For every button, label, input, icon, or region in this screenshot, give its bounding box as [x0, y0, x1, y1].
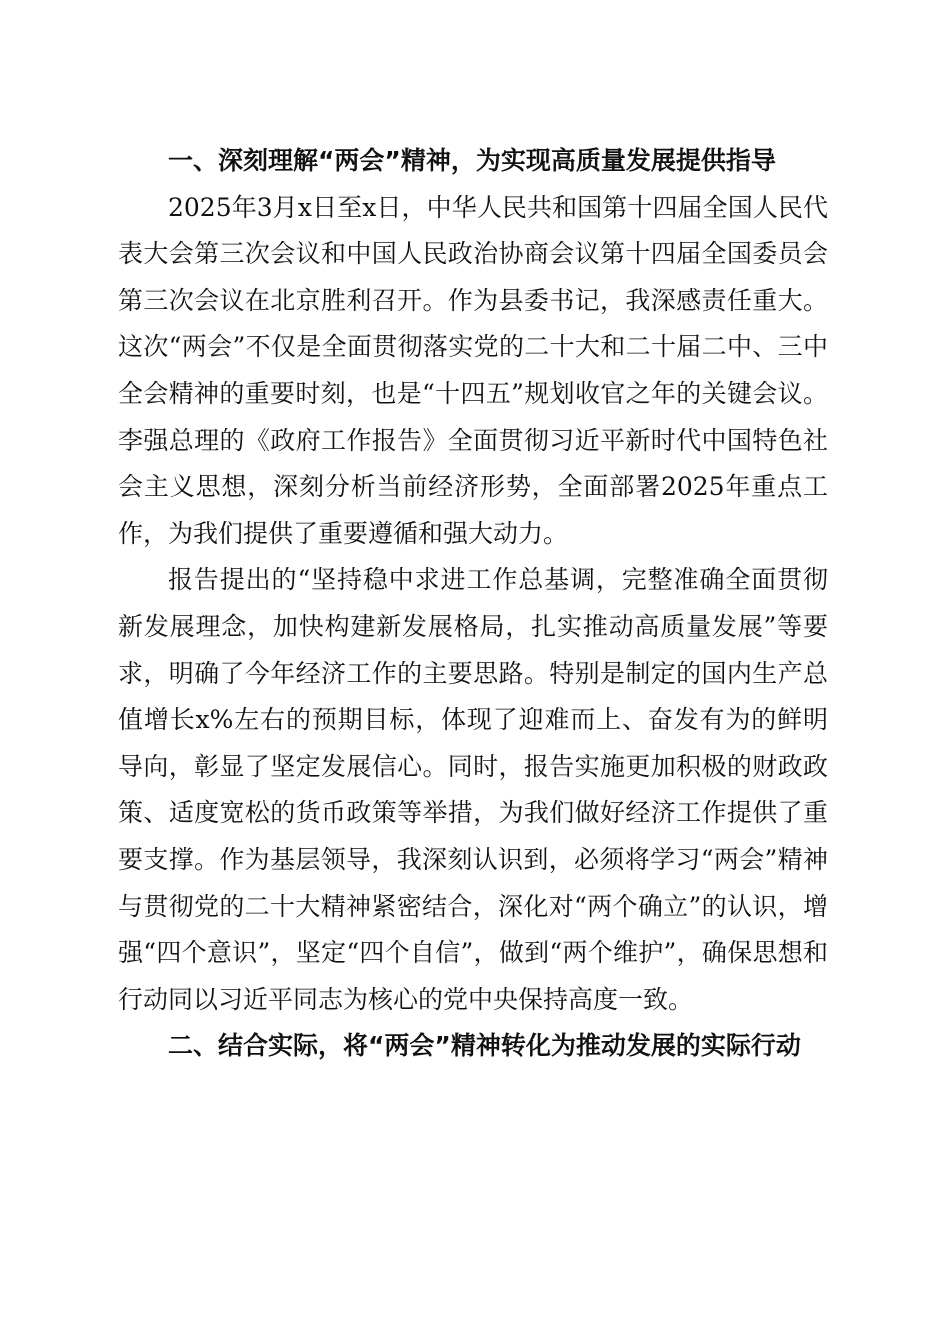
document-body [118, 138, 828, 1070]
body-paragraph-2: 报告提出的“坚持稳中求进工作总基调，完整准确全面贯彻新发展理念，加快构建新发展格局，扎实推动高质量发展”等要求，明确了今年经济工作的主要思路。特别是制定的国内生产总值增长x%左右的预期目标，体现了迎难而上、奋发有为的鲜明导向，彰显了坚定发展信心。同时，报告实施更加积极的财政政策、适度宽松的货币政策等举措，为我们做好经济工作提供了重要支撑。作为基层领导，我深刻认识到，必须将学习“两会”精神与贯彻党的二十大精神紧密结合，深化对“两个确立”的认识，增强“四个意识”，坚定“四个自信”，做到“两个维护”，确保思想和行动同以习近平同志为核心的党中央保持高度一致。 [118, 565, 828, 1014]
body-paragraph-1: 2025年3月x日至x日，中华人民共和国第十四届全国人民代表大会第三次会议和中国人民政治协商会议第十四届全国委员会第三次会议在北京胜利召开。作为县委书记，我深感责任重大。这次“两会”不仅是全面贯彻落实党的二十大和二十届二中、三中全会精神的重要时刻，也是“十四五”规划收官之年的关键会议。李强总理的《政府工作报告》全面贯彻习近平新时代中国特色社会主义思想，深刻分析当前经济形势，全面部署2025年重点工作，为我们提供了重要遵循和强大动力。 [118, 192, 828, 548]
section-heading-1: 一、深刻理解“两会”精神，为实现高质量发展提供指导 [168, 146, 776, 175]
section-heading-2: 二、结合实际，将“两会”精神转化为推动发展的实际行动 [168, 1031, 801, 1061]
